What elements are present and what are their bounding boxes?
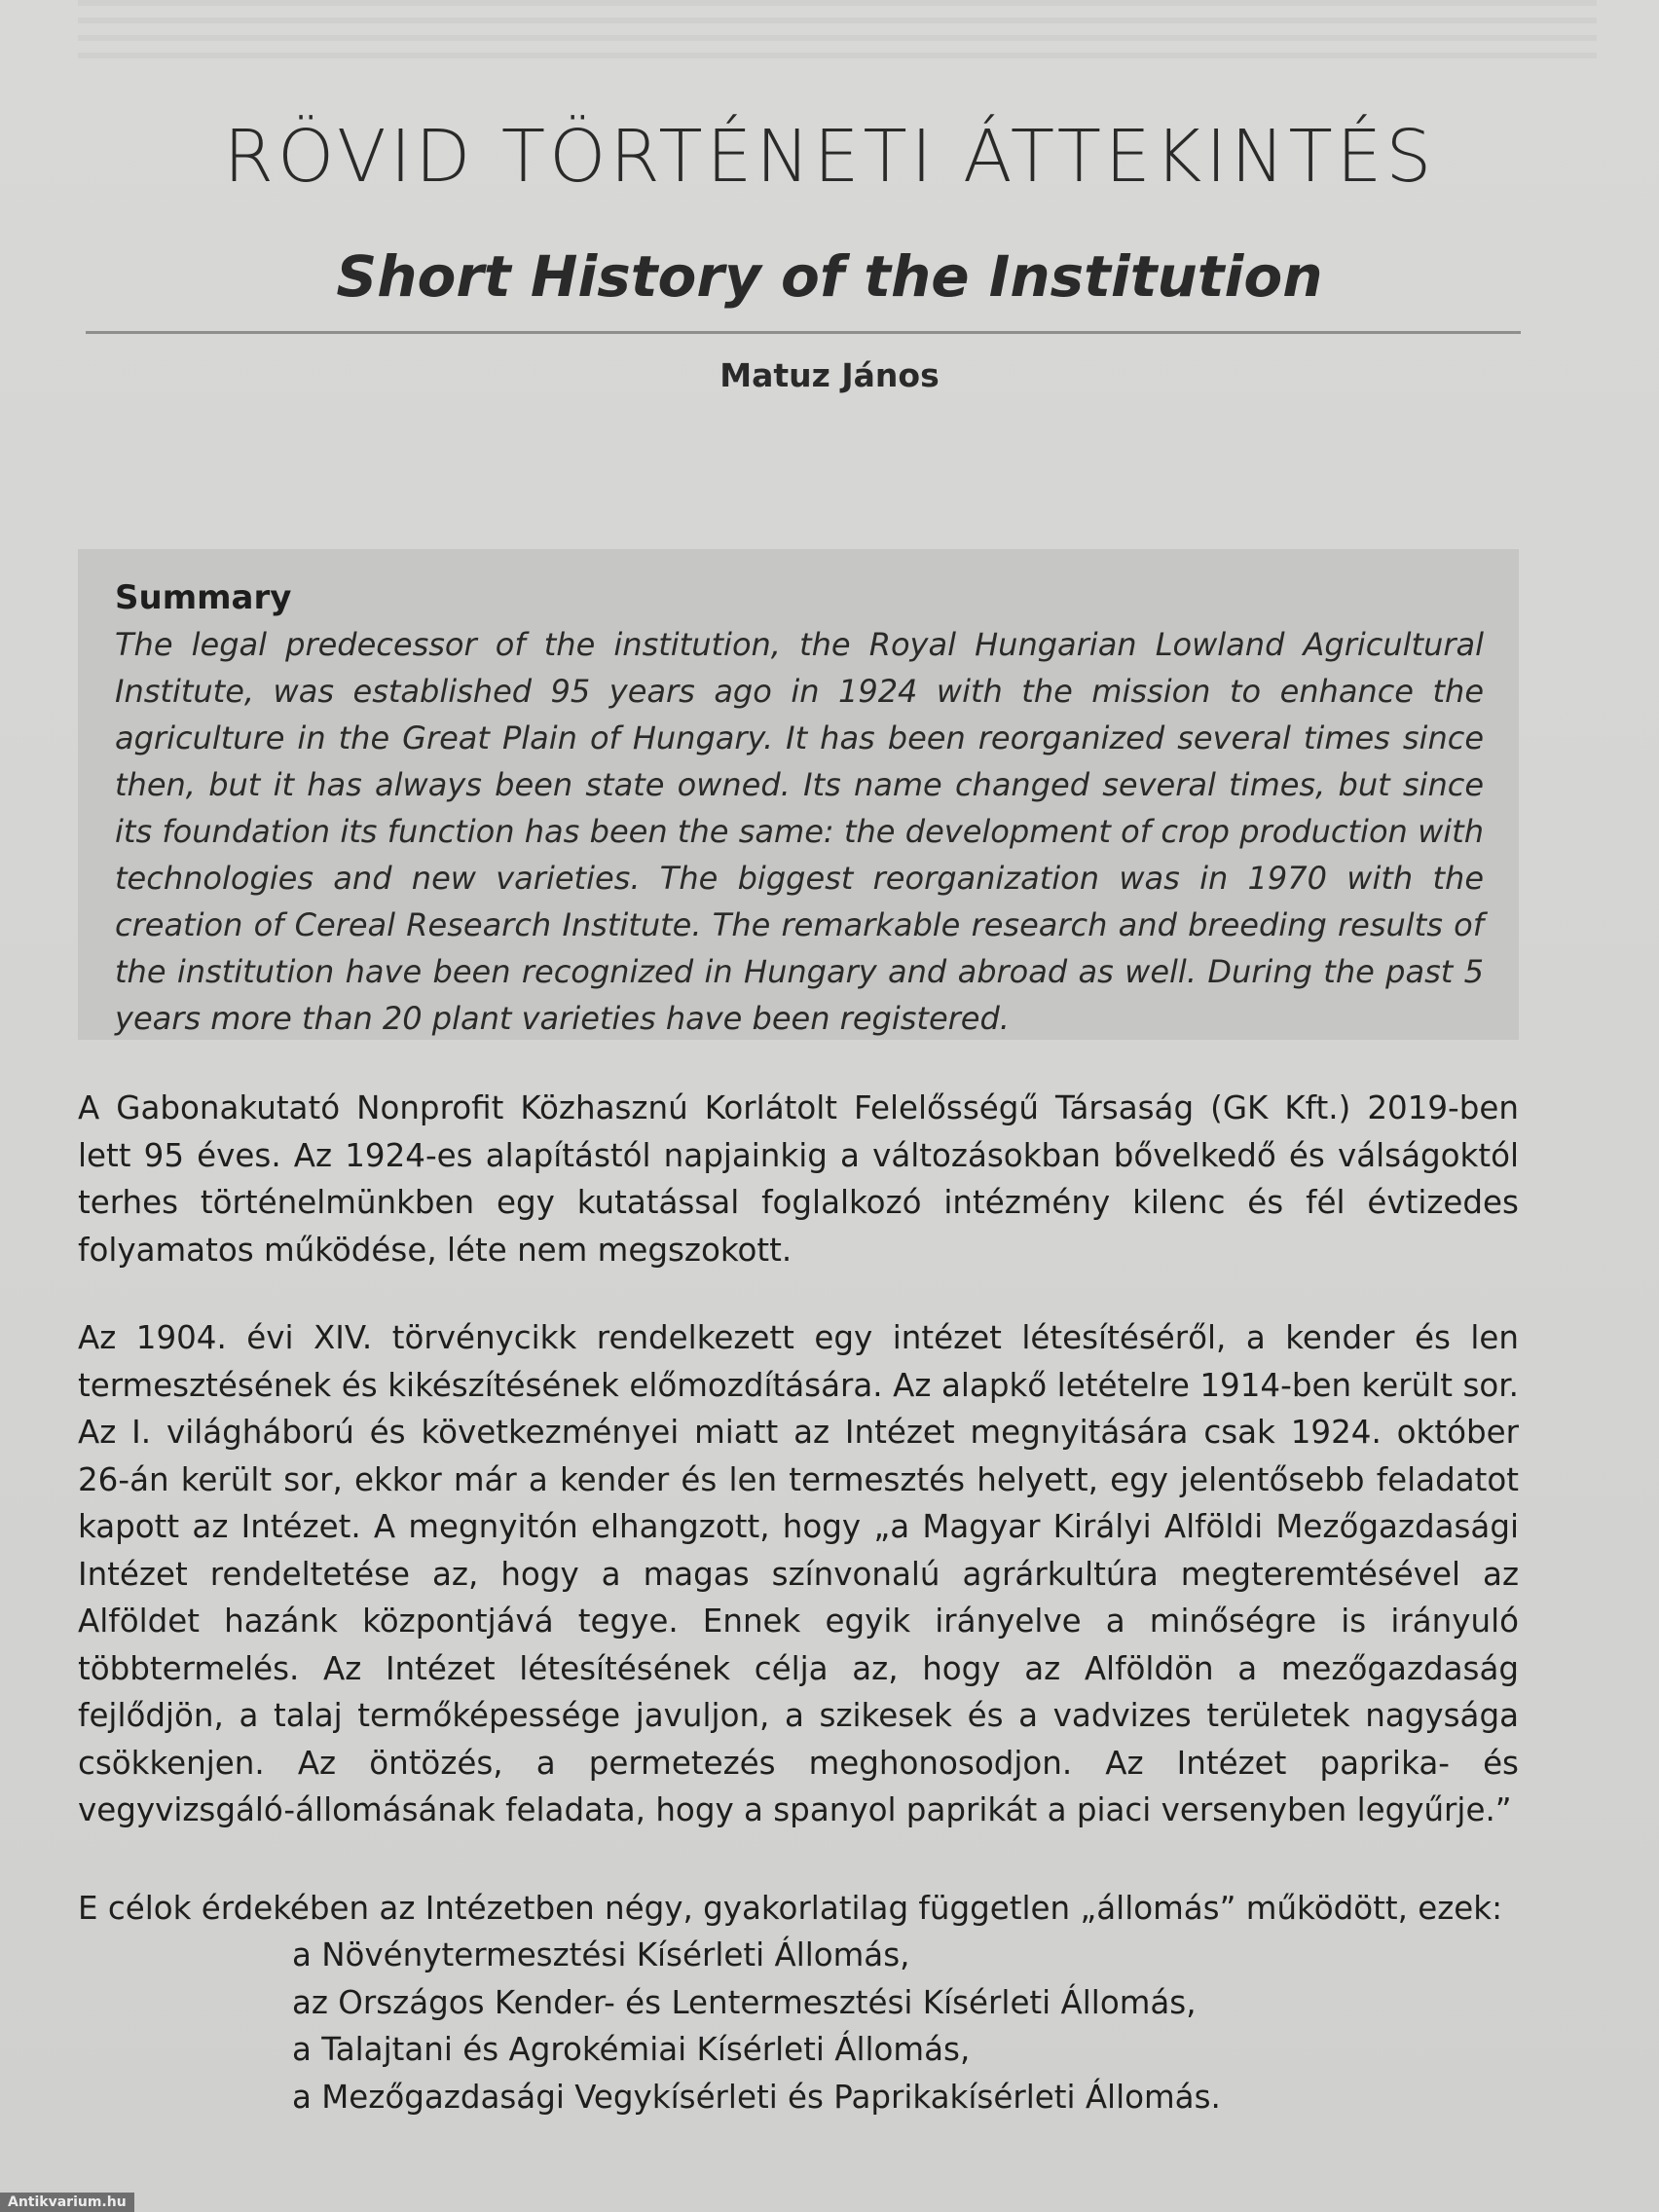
list-item: az Országos Kender- és Lentermesztési Kísérleti Állomás, bbox=[292, 1983, 1197, 2021]
author-name: Matuz János bbox=[719, 356, 940, 394]
body-paragraph-3: E célok érdekében az Intézetben négy, gyakorlatilag független „állomás” működött, ezek: bbox=[78, 1890, 1503, 1927]
body-paragraph-2: Az 1904. évi XIV. törvénycikk rendelkezett egy intézet létesítéséről, a kender és len termesztésének és kikészítésének előmozdítására. Az alapkő letételre 1914-ben került sor. Az I. világháború és következményei miatt az Intézet megnyitására csak 1924. október 26-án került sor, ekkor már a kender és len termesztés helyett, egy jelentősebb feladatot kapott az Intézet. A megnyitón elhangzott, hogy „a Magyar Királyi Alföldi Mezőgazdasági Intézet rendeltetése az, hogy a magas színvonalú agrárkultúra megteremtésével az Alföldet hazánk központjává tegye. Ennek egyik irányelve a minőségre is irányuló többtermelés. Az Intézet létesítésének célja az, hogy az Alföldön a mezőgazdaság fejlődjön, a talaj termőképessége javuljon, a szikesek és a vadvizes területek nagysága csökkenjen. Az öntözés, a permetezés meghonosodjon. Az Intézet paprika- és vegyvizsgáló-állomásának feladata, hogy a spanyol paprikát a piaci versenyben legyűrje.” bbox=[78, 1319, 1519, 1828]
station-list bbox=[292, 1932, 1221, 2120]
watermark: Antikvarium.hu bbox=[0, 2193, 134, 2212]
previous-page-bleed bbox=[78, 0, 1597, 68]
summary-text: The legal predecessor of the institution, the Royal Hungarian Lowland Agricultural Institute, was established 95 years ago in 1924 with the mission to enhance the agriculture in the Great Plain of Hungary. It has been reorganized several times since then, but it has always been state owned. Its name changed several times, but since its foundation its function has been the same: the development of crop production with technologies and new varieties. The biggest reorganization was in 1970 with the creation of Cereal Research Institute. The remarkable research and breeding results of the institution have been recognized in Hungary and abroad as well. During the past 5 years more than 20 plant varieties have been registered. bbox=[115, 626, 1484, 1037]
summary-box bbox=[78, 549, 1519, 1040]
list-item: a Talajtani és Agrokémiai Kísérleti Állomás, bbox=[292, 2031, 971, 2068]
page-title: RÖVID TÖRTÉNETI ÁTTEKINTÉS bbox=[223, 115, 1436, 199]
title-divider bbox=[86, 331, 1521, 334]
list-item: a Növénytermesztési Kísérleti Állomás, bbox=[292, 1936, 910, 1973]
body-paragraph-1: A Gabonakutató Nonprofit Közhasznú Korlátolt Felelősségű Társaság (GK Kft.) 2019-ben lett 95 éves. Az 1924-es alapítástól napjainkig a változásokban bővelkedő és válságoktól terhes történelmünkben egy kutatással foglalkozó intézmény kilenc és fél évtizedes folyamatos működése, léte nem megszokott. bbox=[78, 1089, 1519, 1269]
list-item: a Mezőgazdasági Vegykísérleti és Paprikakísérleti Állomás. bbox=[292, 2078, 1221, 2116]
page-subtitle: Short History of the Institution bbox=[336, 243, 1323, 310]
summary-heading: Summary bbox=[115, 578, 292, 617]
